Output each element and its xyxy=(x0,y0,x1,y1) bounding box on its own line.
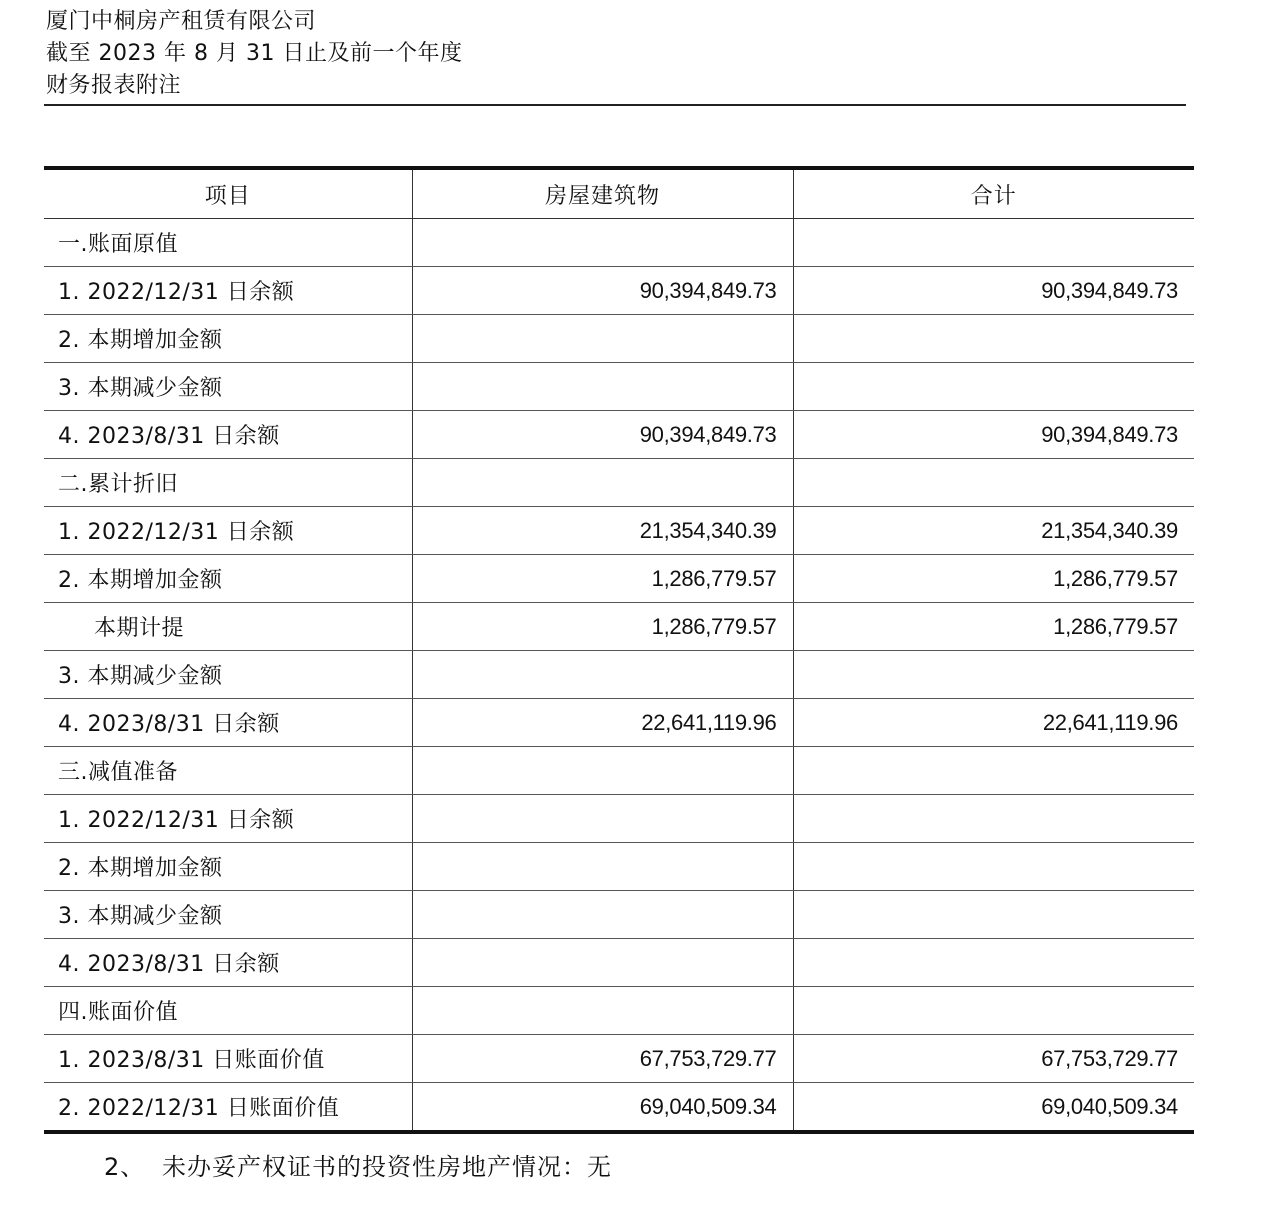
table-row xyxy=(44,939,1194,987)
total-value xyxy=(793,891,1194,939)
row-label: 1. 2022/12/31 日余额 xyxy=(44,795,412,843)
column-header-buildings: 房屋建筑物 xyxy=(412,168,793,219)
table-row xyxy=(44,699,1194,747)
document-title: 财务报表附注 xyxy=(46,73,182,98)
total-value xyxy=(793,987,1194,1035)
footnote xyxy=(104,1150,612,1184)
buildings-value xyxy=(412,459,793,507)
table-row xyxy=(44,555,1194,603)
footnote-text: 未办妥产权证书的投资性房地产情况：无 xyxy=(162,1153,612,1181)
row-label: 2. 2022/12/31 日账面价值 xyxy=(44,1083,412,1133)
table-row xyxy=(44,795,1194,843)
row-label: 2. 本期增加金额 xyxy=(44,555,412,603)
row-label: 4. 2023/8/31 日余额 xyxy=(44,411,412,459)
table-row xyxy=(44,219,1194,267)
header-divider xyxy=(44,104,1186,106)
row-label: 1. 2023/8/31 日账面价值 xyxy=(44,1035,412,1083)
buildings-value xyxy=(412,843,793,891)
total-value xyxy=(793,747,1194,795)
total-value: 90,394,849.73 xyxy=(793,411,1194,459)
total-value: 69,040,509.34 xyxy=(793,1083,1194,1133)
row-label: 3. 本期减少金额 xyxy=(44,651,412,699)
footnote-number: 2、 xyxy=(104,1153,146,1181)
table-row xyxy=(44,987,1194,1035)
row-label: 四.账面价值 xyxy=(44,987,412,1035)
total-value: 22,641,119.96 xyxy=(793,699,1194,747)
row-label: 4. 2023/8/31 日余额 xyxy=(44,939,412,987)
table-row xyxy=(44,843,1194,891)
column-header-total: 合计 xyxy=(793,168,1194,219)
row-label: 本期计提 xyxy=(44,603,412,651)
table-row xyxy=(44,363,1194,411)
row-label: 二.累计折旧 xyxy=(44,459,412,507)
total-value xyxy=(793,795,1194,843)
buildings-value: 67,753,729.77 xyxy=(412,1035,793,1083)
table-row xyxy=(44,459,1194,507)
buildings-value: 90,394,849.73 xyxy=(412,411,793,459)
total-value: 1,286,779.57 xyxy=(793,603,1194,651)
total-value: 90,394,849.73 xyxy=(793,267,1194,315)
buildings-value xyxy=(412,315,793,363)
total-value xyxy=(793,651,1194,699)
total-value: 67,753,729.77 xyxy=(793,1035,1194,1083)
table-row xyxy=(44,891,1194,939)
buildings-value xyxy=(412,891,793,939)
buildings-value xyxy=(412,987,793,1035)
total-value xyxy=(793,363,1194,411)
total-value xyxy=(793,315,1194,363)
row-label: 一.账面原值 xyxy=(44,219,412,267)
row-label: 4. 2023/8/31 日余额 xyxy=(44,699,412,747)
table-row xyxy=(44,747,1194,795)
total-value xyxy=(793,459,1194,507)
buildings-value xyxy=(412,795,793,843)
total-value xyxy=(793,843,1194,891)
table-row xyxy=(44,1083,1194,1133)
total-value: 1,286,779.57 xyxy=(793,555,1194,603)
buildings-value xyxy=(412,747,793,795)
document-header xyxy=(46,6,1186,102)
investment-property-table xyxy=(44,166,1194,1134)
buildings-value: 21,354,340.39 xyxy=(412,507,793,555)
table-header-row xyxy=(44,168,1194,219)
buildings-value: 90,394,849.73 xyxy=(412,267,793,315)
buildings-value xyxy=(412,363,793,411)
table-body xyxy=(44,219,1194,1133)
table-row xyxy=(44,411,1194,459)
row-label: 1. 2022/12/31 日余额 xyxy=(44,507,412,555)
table-row xyxy=(44,267,1194,315)
total-value xyxy=(793,219,1194,267)
table-row xyxy=(44,651,1194,699)
column-header-item: 项目 xyxy=(44,168,412,219)
row-label: 3. 本期减少金额 xyxy=(44,891,412,939)
buildings-value xyxy=(412,219,793,267)
buildings-value xyxy=(412,939,793,987)
total-value xyxy=(793,939,1194,987)
table-row xyxy=(44,603,1194,651)
row-label: 2. 本期增加金额 xyxy=(44,315,412,363)
table-row xyxy=(44,507,1194,555)
buildings-value: 69,040,509.34 xyxy=(412,1083,793,1133)
table-row xyxy=(44,315,1194,363)
row-label: 3. 本期减少金额 xyxy=(44,363,412,411)
total-value: 21,354,340.39 xyxy=(793,507,1194,555)
row-label: 三.减值准备 xyxy=(44,747,412,795)
report-period: 截至 2023 年 8 月 31 日止及前一个年度 xyxy=(46,41,463,66)
table-row xyxy=(44,1035,1194,1083)
buildings-value xyxy=(412,651,793,699)
company-name: 厦门中桐房产租赁有限公司 xyxy=(46,9,317,34)
buildings-value: 1,286,779.57 xyxy=(412,555,793,603)
buildings-value: 22,641,119.96 xyxy=(412,699,793,747)
row-label: 1. 2022/12/31 日余额 xyxy=(44,267,412,315)
row-label: 2. 本期增加金额 xyxy=(44,843,412,891)
buildings-value: 1,286,779.57 xyxy=(412,603,793,651)
